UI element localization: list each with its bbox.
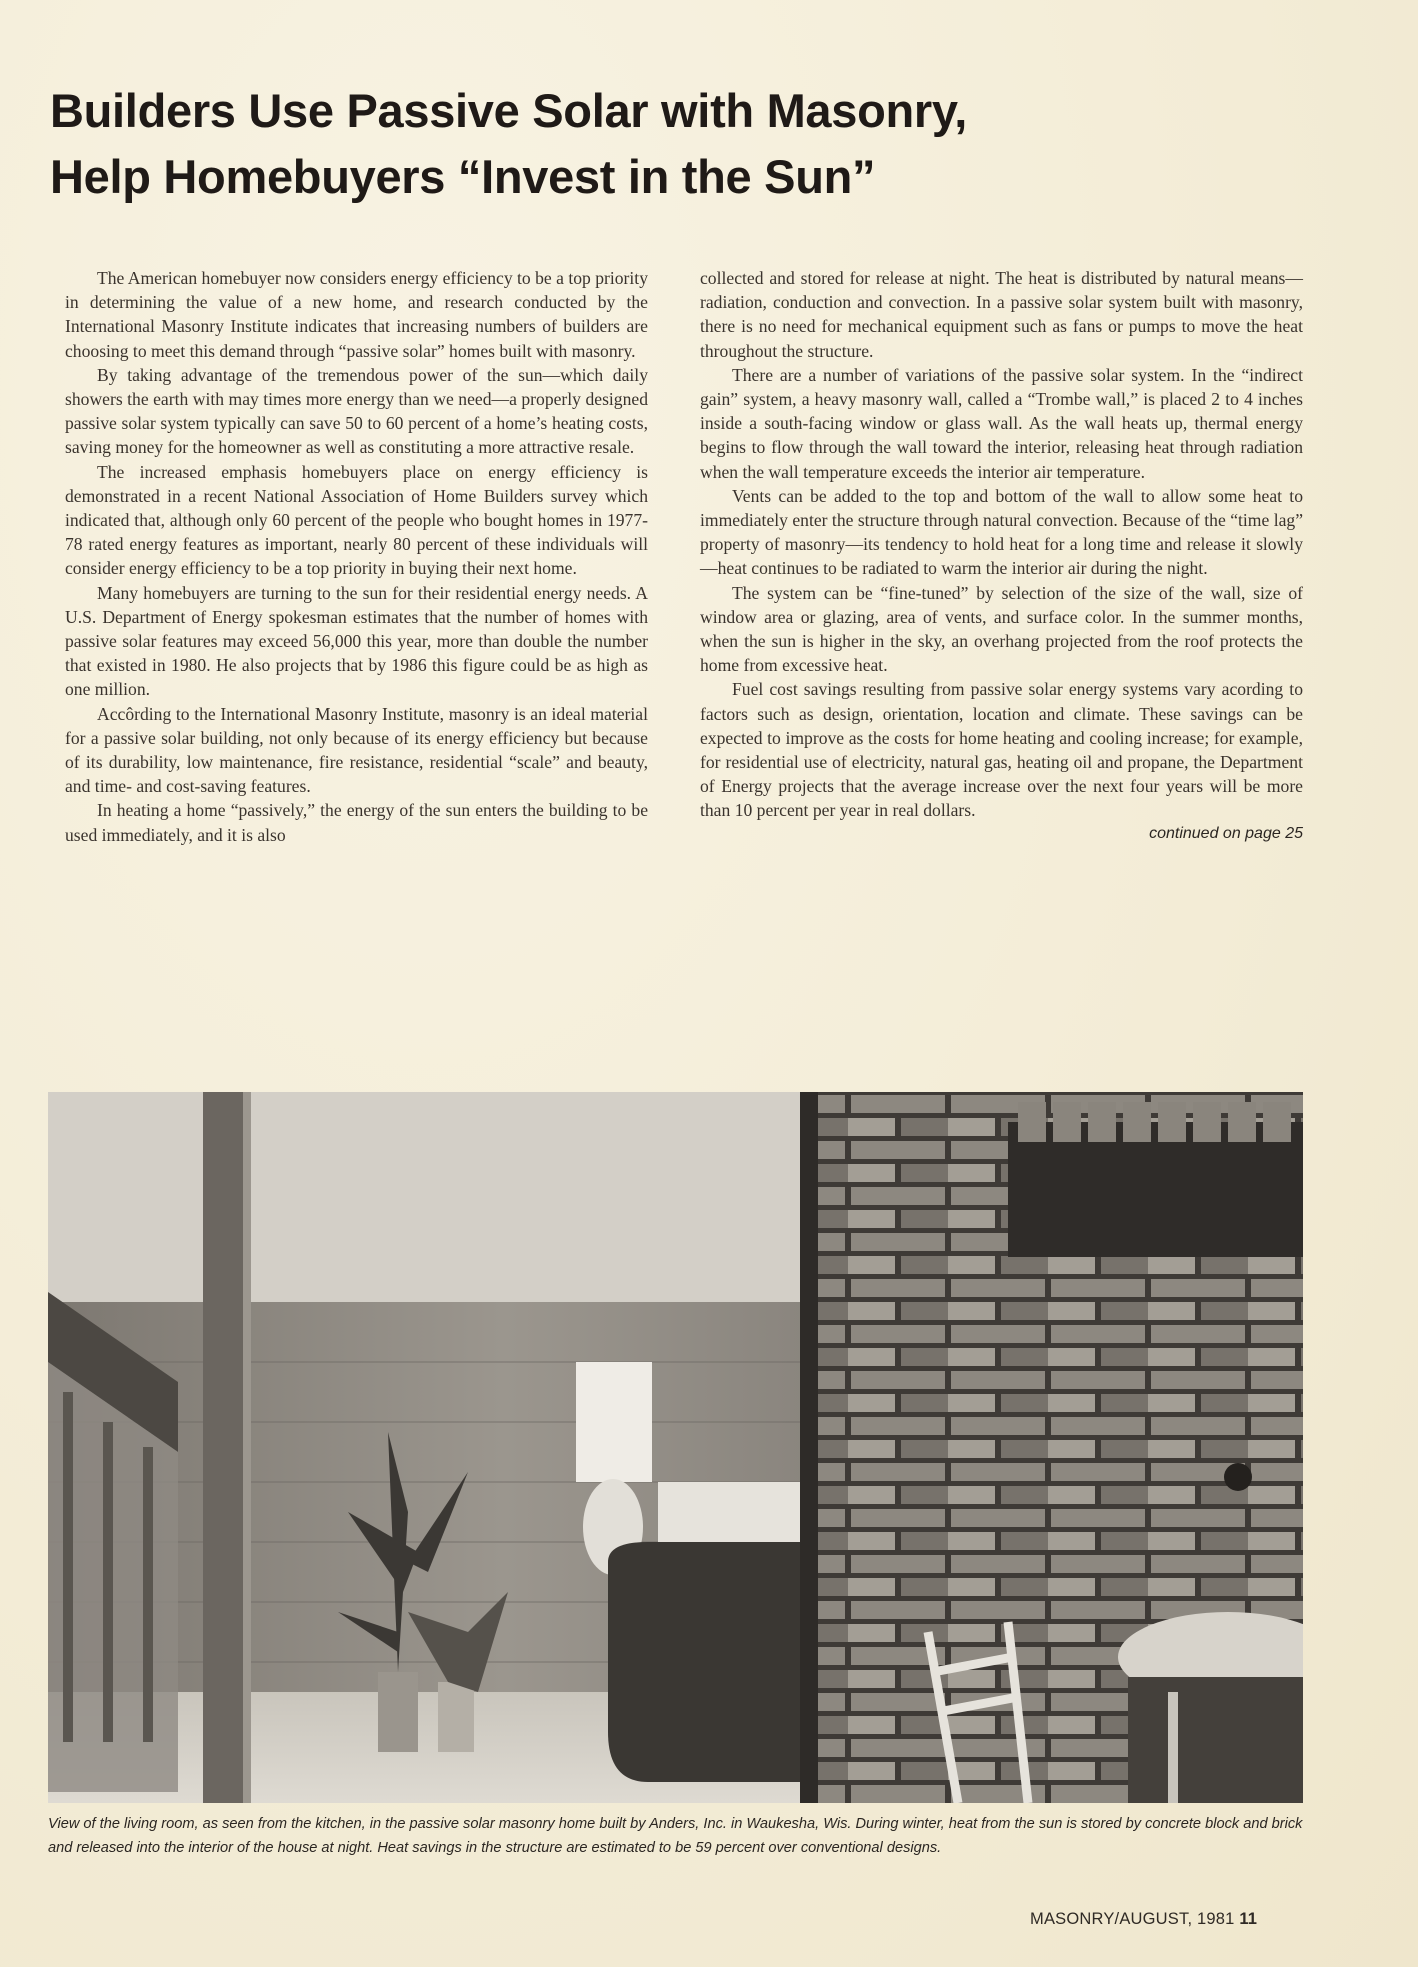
paragraph: There are a number of variations of the passive solar system. In the “indirect gain” system, a heavy masonry wall, called a “Trombe wall,” is placed 2 to 4 inches inside a south-facing window or glass wall. As the wall heats up, thermal energy begins to flow through the wall toward the interior, releasing heat through radiation when the wall temperature exceeds the interior air temperature. [700,364,1303,482]
paragraph: Accôrding to the International Masonry Institute, masonry is an ideal material for a passive solar building, not only because of its energy efficiency but because of its durability, low maintenance, fire resistance, residential “scale” and beauty, and time- and cost-saving features. [65,703,648,797]
title-line-1: Builders Use Passive Solar with Masonry, [50,84,968,137]
paragraph: In heating a home “passively,” the energy of the sun enters the building to be used immediately, and it is also [65,800,648,845]
left-column [65,266,648,847]
sofa [608,1542,808,1782]
wood-pillar [203,1092,249,1803]
living-room-photo [48,1092,1303,1803]
paragraph: The system can be “fine-tuned” by selection of the size of the wall, size of window area or glazing, area of vents, and surface color. In the summer months, when the sun is higher in the sky, an overhang projected from the roof protects the home from excessive heat. [700,582,1303,676]
lamp-shade [576,1362,652,1482]
photo-illustration [48,1092,1303,1803]
sofa-cushion [658,1482,808,1542]
right-column [700,266,1303,845]
article-title [50,78,1350,210]
page-footer [1030,1910,1257,1929]
paragraph: Fuel cost savings resulting from passive solar energy systems vary acording to factors such as design, orientation, location and climate. These savings can be expected to improve as the costs for home heating and cooling increase; for example, for residential use of electricity, natural gas, heating oil and propane, the Department of Energy projects that the average increase over the next four years will be more than 10 percent per year in real dollars. [700,679,1303,821]
thermostat [1224,1463,1252,1491]
paragraph: collected and stored for release at night. The heat is distributed by natural means—radiation, conduction and convection. In a passive solar system built with masonry, there is no need for mechanical equipment such as fans or pumps to move the heat throughout the structure. [700,268,1303,361]
title-line-2: Help Homebuyers “Invest in the Sun” [50,150,876,203]
paragraph: Vents can be added to the top and bottom of the wall to allow some heat to immediately enter the structure through natural convection. Because of the “time lag” property of masonry—its tendency to hold heat for a long time and release it slowly—heat continues to be radiated to warm the interior air during the night. [700,485,1303,579]
paragraph: The increased emphasis homebuyers place on energy efficiency is demonstrated in a recent National Association of Home Builders survey which indicated that, although only 60 percent of the people who bought homes in 1977-78 rated energy features as important, nearly 80 percent of these individuals will consider energy efficiency to be a top priority in buying their next home. [65,461,648,579]
page-number: 11 [1239,1910,1258,1928]
paragraph: By taking advantage of the tremendous power of the sun—which daily showers the earth with may times more energy than we need—a properly designed passive solar system typically can save 50 to 60 percent of a home’s heating costs, saving money for the homeowner as well as constituting a more attractive resale. [65,364,648,458]
window-opening [1008,1122,1303,1257]
photo-caption: View of the living room, as seen from the kitchen, in the passive solar masonry home built by Anders, Inc. in Waukesha, Wis. During winter, heat from the sun is stored by concrete block and brick and released into the interior of the house at night. Heat savings in the structure are estimated to be 59 percent over conventional designs. [48,1816,1303,1856]
paragraph: The American homebuyer now considers energy efficiency to be a top priority in determining the value of a new home, and research conducted by the International Masonry Institute indicates that increasing numbers of builders are choosing to meet this demand through “passive solar” homes built with masonry. [65,268,648,361]
continued-note: continued on page 25 [1149,824,1303,842]
publication-date: MASONRY/AUGUST, 1981 [1030,1910,1235,1928]
ceiling [48,1092,808,1302]
paragraph: Many homebuyers are turning to the sun for their residential energy needs. A U.S. Department of Energy spokesman estimates that the number of homes with passive solar features may exceed 56,000 this year, more than double the number that existed in 1980. He also projects that by 1986 this figure could be as high as one million. [65,582,648,700]
